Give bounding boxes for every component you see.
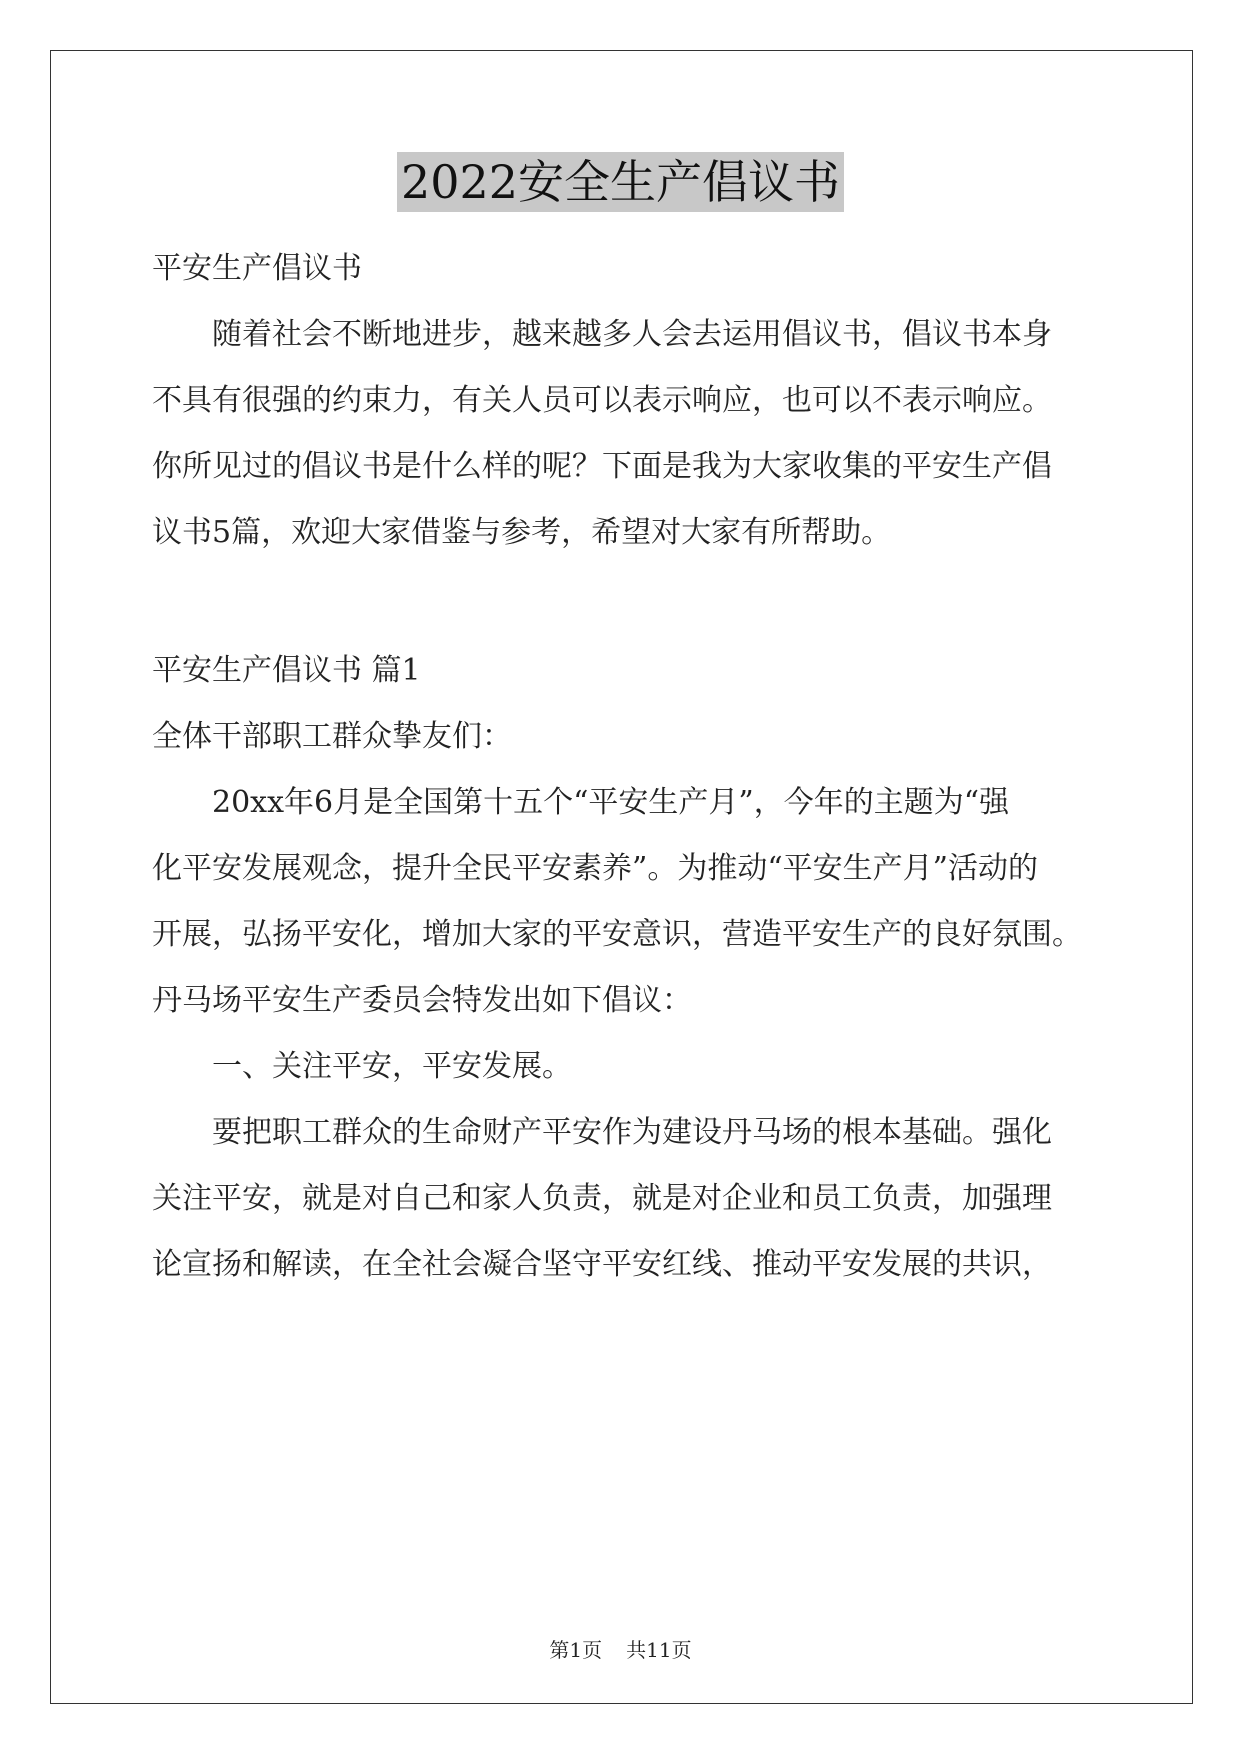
paragraph-line: 随着社会不断地进步，越来越多人会去运用倡议书，倡议书本身 [212, 317, 1052, 352]
paragraph-line: 论宣扬和解读，在全社会凝合坚守平安红线、推动平安发展的共识， [152, 1247, 1052, 1282]
page-footer [0, 1634, 1241, 1663]
paragraph-line: 你所见过的倡议书是什么样的呢？下面是我为大家收集的平安生产倡 [152, 449, 1052, 484]
page-total: 共11页 [626, 1638, 692, 1662]
paragraph-line: 丹马场平安生产委员会特发出如下倡议： [152, 983, 692, 1018]
paragraph-line: 议书5篇，欢迎大家借鉴与参考，希望对大家有所帮助。 [152, 515, 892, 550]
paragraph-line: 不具有很强的约束力，有关人员可以表示响应，也可以不表示响应。 [152, 383, 1052, 418]
paragraph-line: 20xx年6月是全国第十五个“平安生产月”，今年的主题为“强 [212, 785, 1010, 820]
title-container [0, 152, 1241, 212]
paragraph-line: 化平安发展观念，提升全民平安素养”。为推动“平安生产月”活动的 [152, 851, 1039, 886]
list-heading: 一、关注平安，平安发展。 [212, 1049, 572, 1084]
paragraph-line: 要把职工群众的生命财产平安作为建设丹马场的根本基础。强化 [212, 1115, 1052, 1150]
document-title: 2022安全生产倡议书 [397, 152, 844, 212]
section-heading: 平安生产倡议书 [152, 251, 362, 286]
paragraph-line: 开展，弘扬平安化，增加大家的平安意识，营造平安生产的良好氛围。 [152, 917, 1082, 952]
page-number: 第1页 [549, 1638, 603, 1662]
paragraph-line: 关注平安，就是对自己和家人负责，就是对企业和员工负责，加强理 [152, 1181, 1052, 1216]
section-heading: 平安生产倡议书 篇1 [152, 653, 421, 688]
salutation: 全体干部职工群众挚友们： [152, 719, 512, 754]
